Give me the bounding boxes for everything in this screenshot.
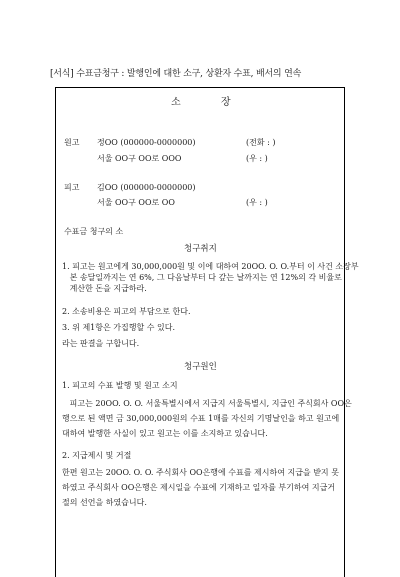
- claim-purpose-item-2: 2. 소송비용은 피고의 부담으로 한다.: [62, 307, 191, 316]
- case-name: 수표금 청구의 소: [64, 227, 124, 236]
- claim-purpose-item-3: 3. 위 제1항은 가집행할 수 있다.: [62, 323, 175, 332]
- claim-purpose-heading: 청구취지: [184, 244, 217, 254]
- title-char-right: 장: [221, 97, 231, 108]
- claim-cause-section-2-body: 한편 원고는 20OO. O. O. 주식회사 OO은행에 수표를 제시하여 지급을 받지 못 하였고 주식회사 OO은행은 제시일을 수표에 기재하고 일자를 부기하여 지급거 절의 선언을 하였습니다.: [62, 468, 339, 507]
- title-char-left: 소: [171, 97, 181, 108]
- claim-cause-section-1-body: 피고는 20OO. O. O. 서울특별시에서 지급지 서울특별시, 지급인 주식회사 OO은 행으로 된 액면 금 30,000,000원의 수표 1매를 자신의 기명날인을 하고 원고에 대하여 발행한 사실이 있고 원고는 이를 소지하고 있습니다.: [62, 399, 352, 438]
- plaintiff-phone: (전화 : ): [246, 138, 276, 147]
- defendant-name: 김OO (000000-0000000): [97, 183, 196, 192]
- claim-cause-section-1-title: 1. 피고의 수표 발행 및 원고 소지: [62, 381, 178, 390]
- document-caption: [서식] 수표금청구 : 발행인에 대한 소구, 상환자 수표, 배서의 연속: [50, 69, 302, 79]
- plaintiff-address: 서울 OO구 OO로 OOO: [97, 154, 182, 163]
- claim-purpose-closing: 라는 판결을 구합니다.: [62, 339, 140, 348]
- plaintiff-postal: (우 : ): [246, 154, 268, 163]
- plaintiff-name: 정OO (000000-0000000): [97, 138, 196, 147]
- claim-purpose-item-1: 1. 피고는 원고에게 30,000,000원 및 이에 대하여 20OO. O. O.부터 이 사건 소장부 본 송달일까지는 연 6%, 그 다음날부터 다 갚는 날까지는 연 12%의 각 비율로 계산한 돈을 지급하라.: [62, 262, 359, 293]
- defendant-role-label: 피고: [64, 183, 80, 192]
- plaintiff-role-label: 원고: [64, 138, 80, 147]
- defendant-address: 서울 OO구 OO로 OO: [97, 198, 175, 207]
- claim-cause-heading: 청구원인: [184, 362, 217, 372]
- claim-cause-section-2-title: 2. 지급제시 및 거절: [62, 451, 132, 460]
- defendant-postal: (우 : ): [246, 198, 268, 207]
